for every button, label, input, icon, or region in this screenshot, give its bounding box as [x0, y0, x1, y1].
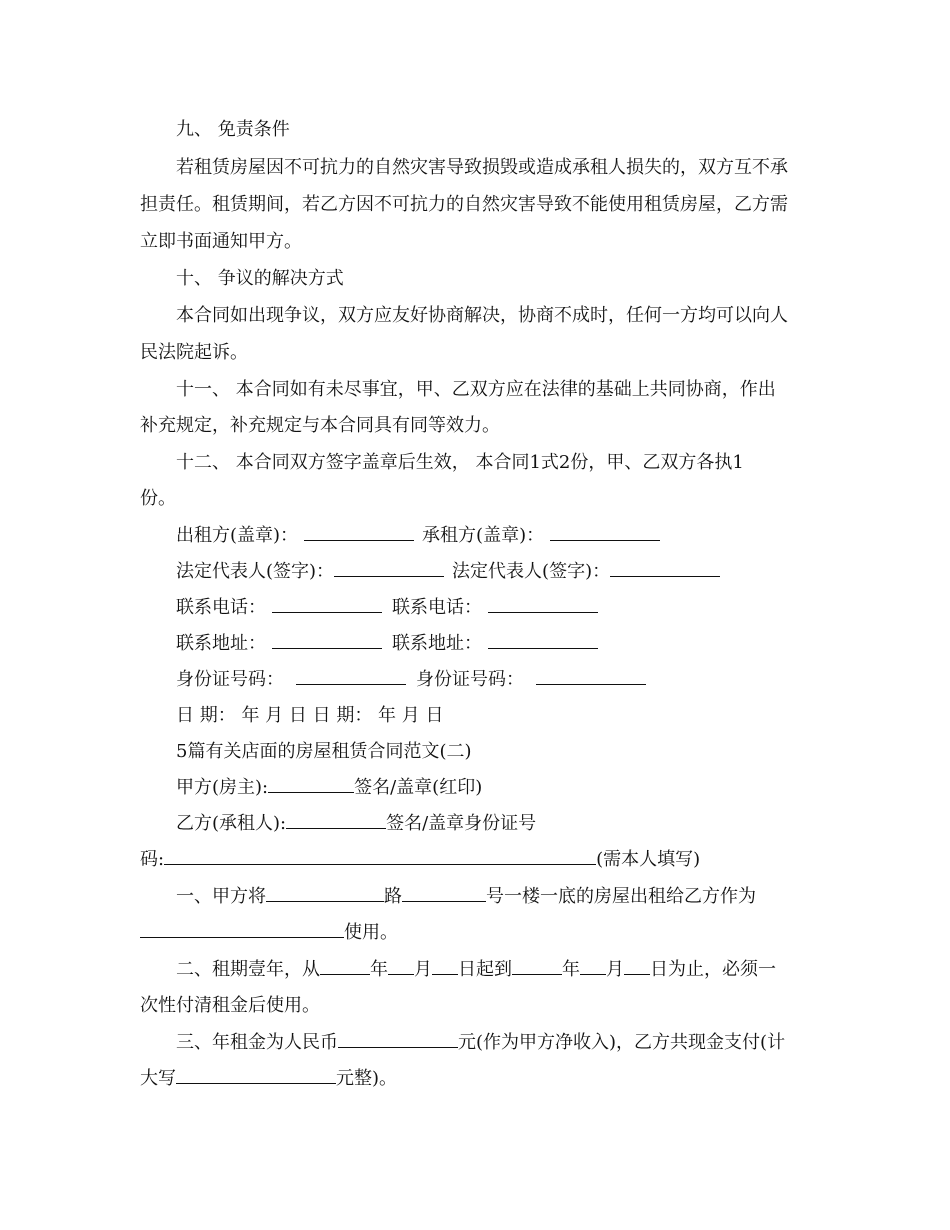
- clause-3-text-b: 元(作为甲方净收入)，乙方共现金支付(计: [458, 1032, 786, 1053]
- clause-10-text-line-1: 本合同如出现争议，双方应友好协商解决，协商不成时，任何一方均可以向人: [176, 305, 788, 326]
- clause-2-text-c: 月: [414, 959, 432, 980]
- party-b-blank: [286, 808, 386, 829]
- clause-9-heading: 九、 免责条件: [176, 119, 290, 140]
- clause-9-text-line-3: 立即书面通知甲方。: [140, 231, 302, 252]
- signature-row-address: [0, 626, 950, 662]
- signature-row-date: 日 期： 年 月 日 日 期： 年 月 日: [176, 705, 444, 726]
- lessor-address-blank: [272, 628, 382, 649]
- party-b-sign-label: 签名/盖章身份证号: [386, 813, 537, 834]
- number-blank: [402, 881, 486, 902]
- lessee-seal-blank: [550, 520, 660, 541]
- clause-12-line-2: 份。: [140, 488, 176, 509]
- lessee-phone-blank: [488, 592, 598, 613]
- clause-1-line-2: [0, 915, 950, 951]
- lessee-rep-label: 法定代表人(签字)：: [452, 561, 611, 582]
- clause-9-text-line-1: 若租赁房屋因不可抗力的自然灾害导致损毁或造成承租人损失的，双方互不承: [176, 157, 788, 178]
- clause-1-text-b: 路: [384, 886, 402, 907]
- party-a-sign-label: 签名/盖章(红印): [354, 777, 483, 798]
- clause-9-text-line-2: 担责任。租赁期间，若乙方因不可抗力的自然灾害导致不能使用租赁房屋，乙方需: [140, 194, 788, 215]
- lessee-id-label: 身份证号码：: [416, 669, 524, 690]
- clause-2-text-b: 年: [370, 959, 388, 980]
- id-code-note: (需本人填写): [596, 849, 701, 870]
- lessor-phone-blank: [272, 592, 382, 613]
- usage-blank: [140, 917, 344, 938]
- start-day-blank: [432, 954, 458, 975]
- clause-2-line-1: [0, 952, 950, 988]
- clause-2-line-2: 次性付清租金后使用。: [140, 995, 320, 1016]
- clause-1-text-d: 使用。: [344, 922, 398, 943]
- party-a-line: [0, 770, 950, 806]
- signature-row-seal: [0, 518, 950, 554]
- lessee-rep-blank: [610, 556, 720, 577]
- lessor-address-label: 联系地址：: [176, 633, 266, 654]
- clause-3-text-d: 元整)。: [336, 1068, 398, 1089]
- clause-12-line-1: 十二、 本合同双方签字盖章后生效， 本合同1式2份，甲、乙双方各执1: [176, 452, 744, 473]
- party-a-label: 甲方(房主):: [176, 777, 269, 798]
- id-code-line: [0, 842, 950, 878]
- end-day-blank: [624, 954, 650, 975]
- road-blank: [266, 881, 384, 902]
- clause-3-line-1: [0, 1025, 950, 1061]
- lessee-id-blank: [536, 664, 646, 685]
- signature-row-phone: [0, 590, 950, 626]
- lessor-id-blank: [296, 664, 406, 685]
- clause-11-line-2: 补充规定，补充规定与本合同具有同等效力。: [140, 415, 500, 436]
- capital-amount-blank: [176, 1063, 336, 1084]
- second-contract-heading: 5篇有关店面的房屋租赁合同范文(二): [176, 741, 472, 762]
- party-b-line: [0, 806, 950, 842]
- lessee-address-blank: [488, 628, 598, 649]
- clause-2-text-f: 月: [606, 959, 624, 980]
- clause-1-text-a: 一、甲方将: [176, 886, 266, 907]
- lessee-address-label: 联系地址：: [392, 633, 482, 654]
- lessor-rep-label: 法定代表人(签字)：: [176, 561, 335, 582]
- lessor-rep-blank: [334, 556, 444, 577]
- end-year-blank: [512, 954, 562, 975]
- party-b-label: 乙方(承租人):: [176, 813, 287, 834]
- lessor-seal-blank: [304, 520, 414, 541]
- clause-3-text-a: 三、年租金为人民币: [176, 1032, 338, 1053]
- clause-2-text-g: 日为止，必须一: [650, 959, 776, 980]
- clause-1-line-1: [0, 879, 950, 915]
- clause-10-heading: 十、 争议的解决方式: [176, 268, 344, 289]
- signature-row-representative: [0, 554, 950, 590]
- clause-3-line-2: [0, 1061, 950, 1097]
- lessee-seal-label: 承租方(盖章)：: [422, 525, 545, 546]
- lessor-seal-label: 出租方(盖章)：: [176, 525, 299, 546]
- clause-2-text-a: 二、租期壹年，从: [176, 959, 320, 980]
- clause-1-text-c: 号一楼一底的房屋出租给乙方作为: [486, 886, 756, 907]
- clause-10-text-line-2: 民法院起诉。: [140, 342, 248, 363]
- clause-2-text-e: 年: [562, 959, 580, 980]
- party-a-blank: [268, 772, 354, 793]
- lessor-phone-label: 联系电话：: [176, 597, 266, 618]
- id-code-label: 码:: [140, 849, 165, 870]
- clause-11-line-1: 十一、 本合同如有未尽事宜，甲、乙双方应在法律的基础上共同协商，作出: [176, 379, 776, 400]
- clause-2-text-d: 日起到: [458, 959, 512, 980]
- start-month-blank: [388, 954, 414, 975]
- start-year-blank: [320, 954, 370, 975]
- signature-row-id: [0, 662, 950, 698]
- rent-amount-blank: [338, 1027, 458, 1048]
- lessor-id-label: 身份证号码：: [176, 669, 284, 690]
- clause-3-text-c: 大写: [140, 1068, 176, 1089]
- end-month-blank: [580, 954, 606, 975]
- id-code-blank: [164, 844, 596, 865]
- lessee-phone-label: 联系电话：: [392, 597, 482, 618]
